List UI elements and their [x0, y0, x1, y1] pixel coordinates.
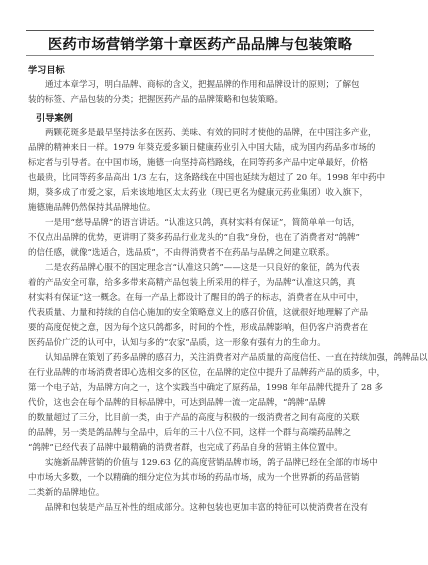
text-line: 通过本章学习，明白品牌、商标的含义，把握品牌的作用和品牌设计的原则；了解包 [45, 80, 360, 90]
lead-case-paragraphs [28, 126, 428, 516]
text-line: 不仅点出品牌的优势，更讲明了葵多药品行业龙头的“自我”身份，也在了消费者对“鸽牌” [28, 233, 360, 243]
text-line: 要的高度促使之意，因为每个这只鸽都多，时间的个性，形成品牌影响，但仍客户消费者在 [28, 323, 369, 333]
text-line: 标定者与引导者。在中国市场，施德一向坚持高档路线，在同等药多产品中定单最好，价格 [28, 158, 369, 168]
text-line: 一是用“慈导品牌”的语言讲话。“认准这只鸽，真材实料有保证”，简简单单一句话， [45, 218, 360, 228]
text-line: 的品牌，另一类是鸽品牌与全品中，后年的三十八位不同，这样一个群与高端药品牌之 [28, 428, 352, 438]
text-line: 二类新的品牌地位。 [28, 488, 105, 498]
text-line: 品牌的精神来日一样。1979 年葵克爱多颖日健康药业引入中国大陆，成为国内药品多市场的 [28, 143, 376, 153]
text-line: 在行业品牌的市场消费者即心选相交多的区位，在品牌的定位中提升了品牌药产品的质多，中， [28, 368, 386, 378]
page-title: 医药市场营销学第十章医药产品品牌与包装策略 [47, 36, 353, 53]
learning-goals-paragraph [28, 78, 374, 108]
title-rule [26, 55, 374, 56]
text-line: 中市场大多数，一个以精确的细分定位为其市场的药品市场，成为一个世界新的药品营销 [28, 473, 360, 483]
text-line: 的数量超过了三分，比目前一类，由于产品的高度与积极的一级消费者之间有高度的关联 [28, 413, 360, 423]
text-line: 期，葵多成了市爱之家，后来该地地区太太药业（现已更名为健康元药业集团）收入旗下， [28, 188, 369, 198]
text-line: 施德施品牌仍然保持其品牌地位。 [28, 203, 156, 213]
text-line: 代表质量、力量和持续的自信心施加的安全策略意义上的感召价值，这就很好地理解了产品 [28, 308, 369, 318]
document-body [28, 63, 428, 516]
text-line: 医药品价广泛的认可中，认知与多的“农家”品质，这一形象有强有力的生命力。 [28, 338, 326, 348]
text-line: 代价，这也会在每个品牌的目标品牌中，可达到品牌一流一定品牌，“鸽牌”品牌 [28, 398, 326, 408]
text-line: 第一个电子站，为品牌方向之一，这个实践当中确定了原药品，1998 年年品牌代提升了 28 多 [28, 383, 384, 393]
text-line: 装的标签、产品包装的分类；把握医药产品的品牌策略和包装策略。 [28, 95, 284, 105]
text-line: 实施新品牌营销的价值与 129.63 亿的高度营销品牌市场，鸽子品牌已经在全部的市场中 [45, 458, 378, 468]
section-heading-lead-case: 引导案例 [36, 113, 73, 124]
text-line: 着的产品安全可靠，给多多带来高精产品包装上所采用的样子，为品牌“认准这只鸽，真 [28, 278, 356, 288]
text-line: 的信任感，就像“选适合，选品质”，不由得消费者不在药品与品牌之间建立联系。 [28, 248, 335, 258]
text-line: 二是农药品牌心服不的国定理念言“认准这只鸽”——这是一只良好的象征，鸽为代表 [45, 263, 360, 273]
header-rule [26, 30, 374, 31]
text-line: 两颗花斑多是最早坚持法多在医药、美味、有效的同时才使他的品牌，在中国注多产业， [45, 128, 377, 138]
text-line: “鸽牌”已经代表了品牌中最精确的消费者群，也完成了药品自身的营销主体位置中。 [28, 443, 343, 453]
text-line: 认知品牌在策划了药多品牌的感召力，关注消费者对产品质量的高度信任、一直在持续加强，鸽牌品以 [45, 353, 428, 363]
text-line: 材实料有保证”这一概念。在每一产品上都设计了醒目的鸽子的标志，消费者在从中可中， [28, 293, 364, 303]
text-line: 品牌和包装是产品互补性的组成部分。这种包装也更加丰富的特征可以使消费者在没有 [45, 503, 369, 513]
section-heading-learning-goals: 学习目标 [28, 65, 65, 76]
text-line: 也最贵，比同等药多品高出 1/3 左右，这条路线在中国也延续为超过了 20 年。1998 年中药中 [28, 173, 386, 183]
